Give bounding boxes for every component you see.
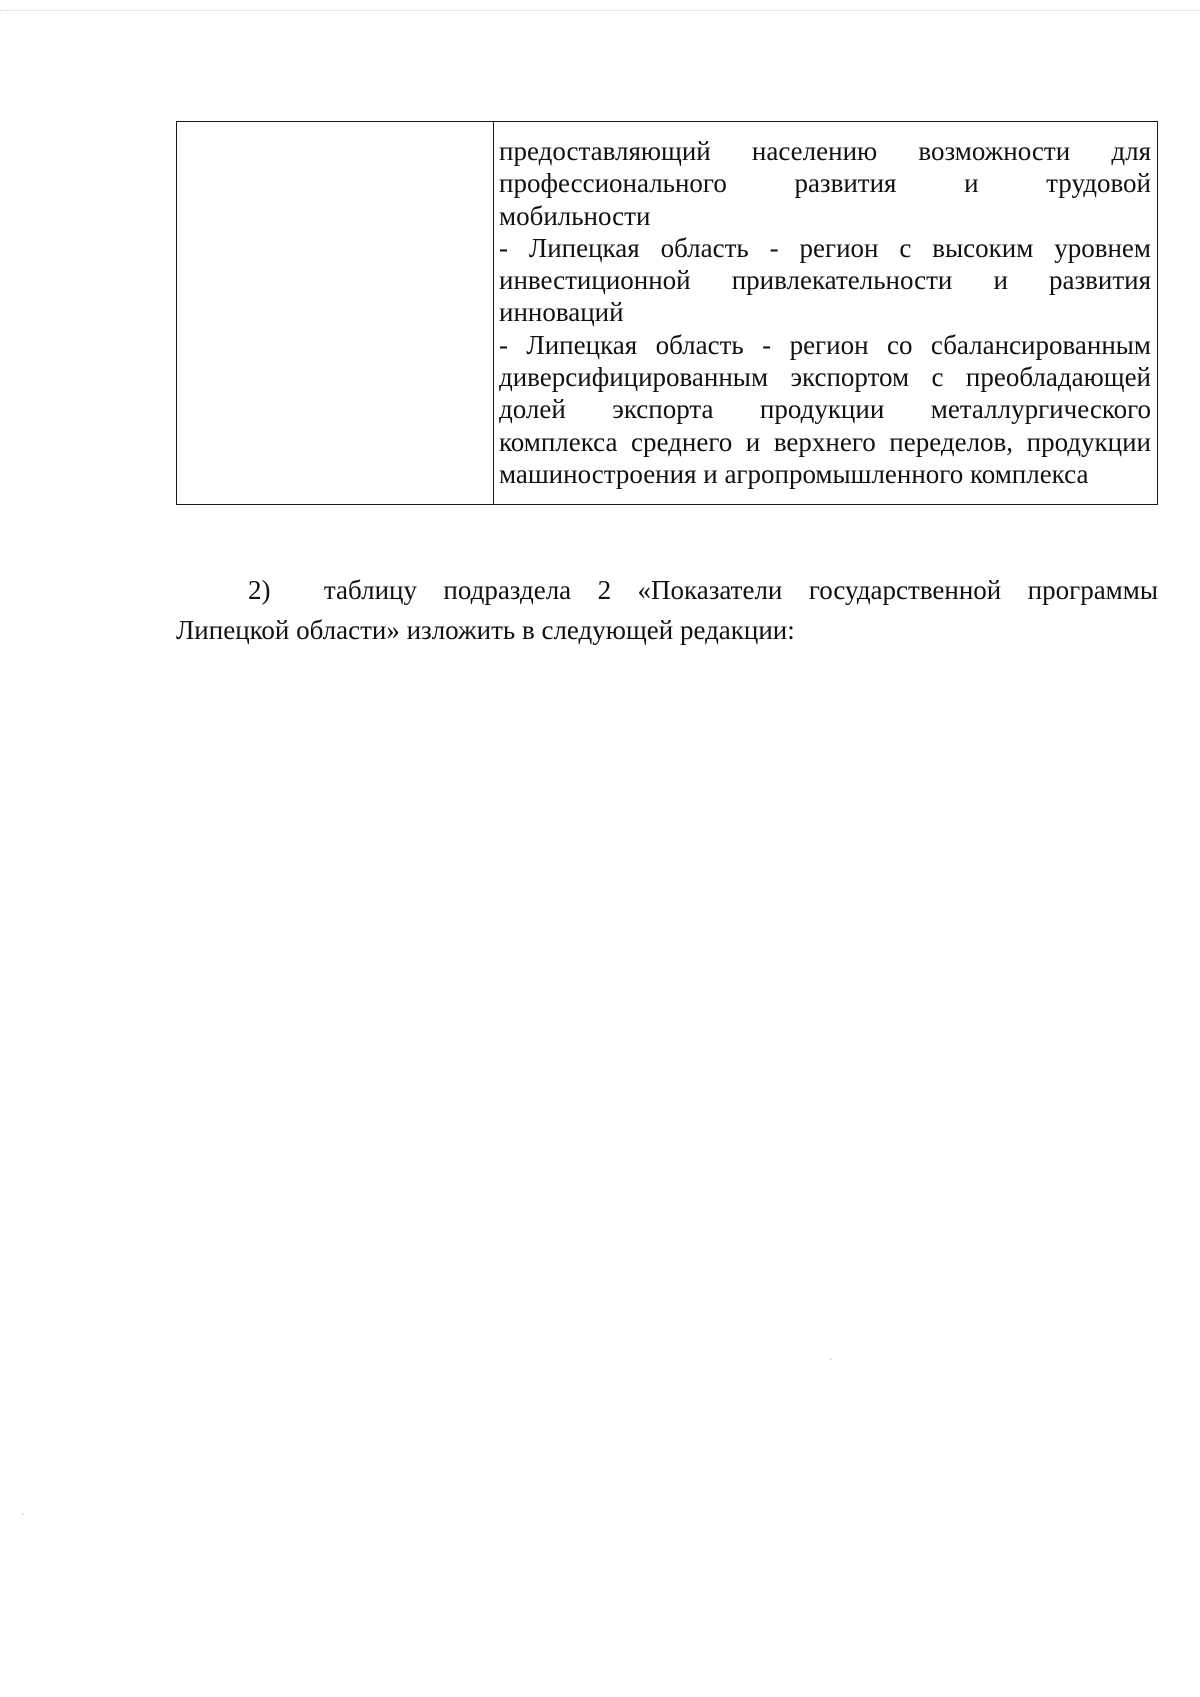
table-text-line: - Липецкая область - регион с высоким уровнем xyxy=(499,232,1151,263)
table-text-line: диверсифицированным экспортом с преобладающей xyxy=(499,362,1151,393)
table-text-line: предоставляющий населению возможности для xyxy=(499,136,1151,166)
program-table xyxy=(176,121,1158,505)
table-text-line: инвестиционной привлекательности и развития xyxy=(499,265,1151,296)
table-text-line: машиностроения и агропромышленного комплекса xyxy=(499,458,1089,489)
table-text-line: - Липецкая область - регион со сбалансированным xyxy=(499,329,1151,360)
paragraph-line: Липецкой области» изложить в следующей редакции: xyxy=(176,615,795,645)
table-text-line: мобильности xyxy=(499,200,651,231)
table-text-line: профессионального развития и трудовой xyxy=(499,168,1151,199)
amendment-paragraph xyxy=(176,570,1158,650)
table-text-line: комплекса среднего и верхнего переделов, продукции xyxy=(499,426,1151,457)
paragraph-line: 2) таблицу подраздела 2 «Показатели государственной программы xyxy=(248,575,1158,605)
table-cell-left xyxy=(177,122,494,504)
table-text-line: инноваций xyxy=(499,297,624,328)
table-cell-right xyxy=(494,122,1157,504)
scan-speck xyxy=(22,1513,24,1515)
scan-edge-line xyxy=(0,10,1200,11)
table-text-line: долей экспорта продукции металлургического xyxy=(499,394,1151,425)
scan-speck xyxy=(830,1358,832,1360)
